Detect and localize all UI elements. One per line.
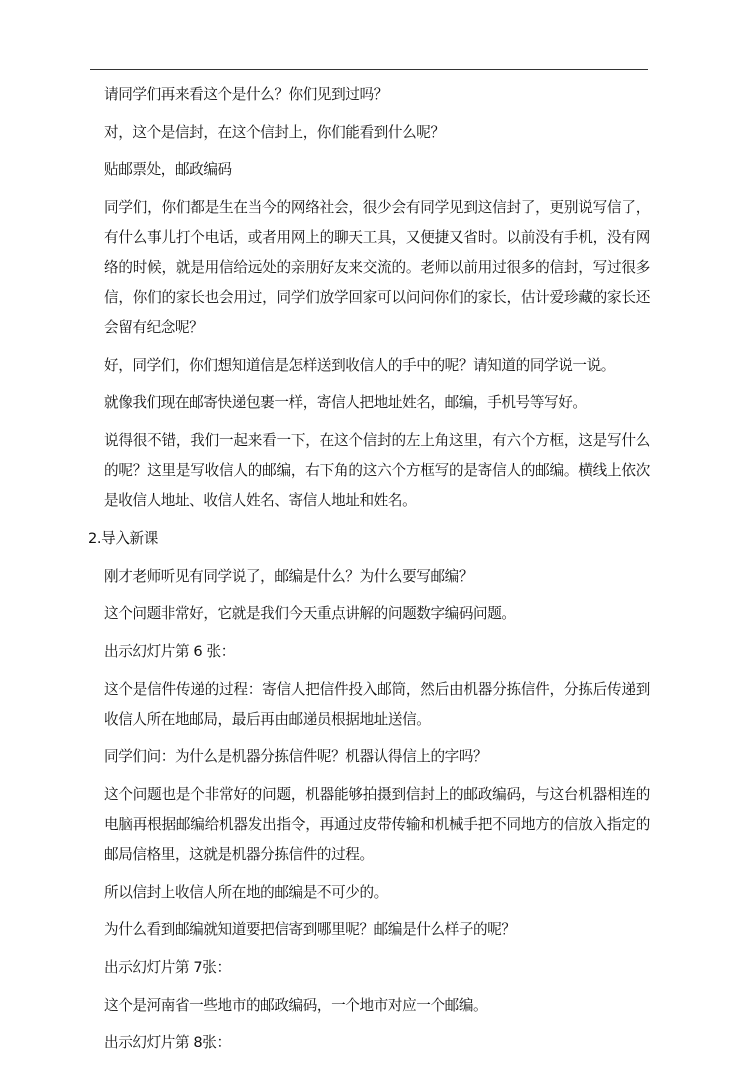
paragraph: 为什么看到邮编就知道要把信寄到哪里呢？邮编是什么样子的呢？ — [104, 921, 516, 939]
paragraph: 同学们问：为什么是机器分拣信件呢？机器认得信上的字吗？ — [104, 748, 488, 766]
header-rule — [90, 69, 648, 70]
paragraph: 出示幻灯片第 8张： — [104, 1034, 231, 1052]
section-heading: 2.导入新课 — [88, 529, 158, 547]
paragraph: 好，同学们，你们想知道信是怎样送到收信人的手中的呢？请知道的同学说一说。 — [104, 356, 615, 374]
paragraph: 出示幻灯片第 7张： — [104, 959, 231, 976]
paragraph: 这个是信件传递的过程：寄信人把信件投入邮筒，然后由机器分拣信件，分拣后传递到收信人所在地邮局，最后再由邮递员根据地址送信。 — [104, 680, 650, 728]
paragraph: 就像我们现在邮寄快递包裹一样，寄信人把地址姓名，邮编，手机号等写好。 — [104, 394, 587, 412]
paragraph: 刚才老师听见有同学说了，邮编是什么？为什么要写邮编？ — [104, 567, 474, 585]
paragraph: 出示幻灯片第 6 张： — [104, 642, 235, 660]
paragraph: 同学们，你们都是生在当今的网络社会，很少会有同学见到这信封了，更别说写信了，有什么事儿打个电话，或者用网上的聊天工具，又便捷又省时。以前没有手机，没有网络的时候，就是用信给远处的亲朋好友来交流的。老师以前用过很多的信封，写过很多信，你们的家长也会用过，同学们放学回家可以问问你们的家长，估计爱珍藏的家长还会留有纪念呢？ — [104, 199, 650, 337]
paragraph: 这个问题非常好，它就是我们今天重点讲解的问题数字编码问题。 — [104, 605, 516, 623]
paragraph: 说得很不错，我们一起来看一下，在这个信封的左上角这里，有六个方框，这是写什么的呢？这里是写收信人的邮编，右下角的这六个方框写的是寄信人的邮编。横线上依次是收信人地址、收信人姓名、寄信人地址和姓名。 — [104, 432, 650, 510]
paragraph: 这个问题也是个非常好的问题，机器能够拍摄到信封上的邮政编码，与这台机器相连的电脑再根据邮编给机器发出指令，再通过皮带传输和机械手把不同地方的信放入指定的邮局信格里，这就是机器分拣信件的过程。 — [104, 785, 650, 863]
paragraph: 对，这个是信封，在这个信封上，你们能看到什么呢？ — [104, 123, 445, 141]
paragraph: 所以信封上收信人所在地的邮编是不可少的。 — [104, 883, 388, 901]
paragraph: 请同学们再来看这个是什么？你们见到过吗？ — [104, 86, 388, 103]
paragraph: 这个是河南省一些地市的邮政编码，一个地市对应一个邮编。 — [104, 996, 488, 1014]
paragraph: 贴邮票处，邮政编码 — [104, 161, 232, 179]
document-body — [88, 80, 650, 1066]
